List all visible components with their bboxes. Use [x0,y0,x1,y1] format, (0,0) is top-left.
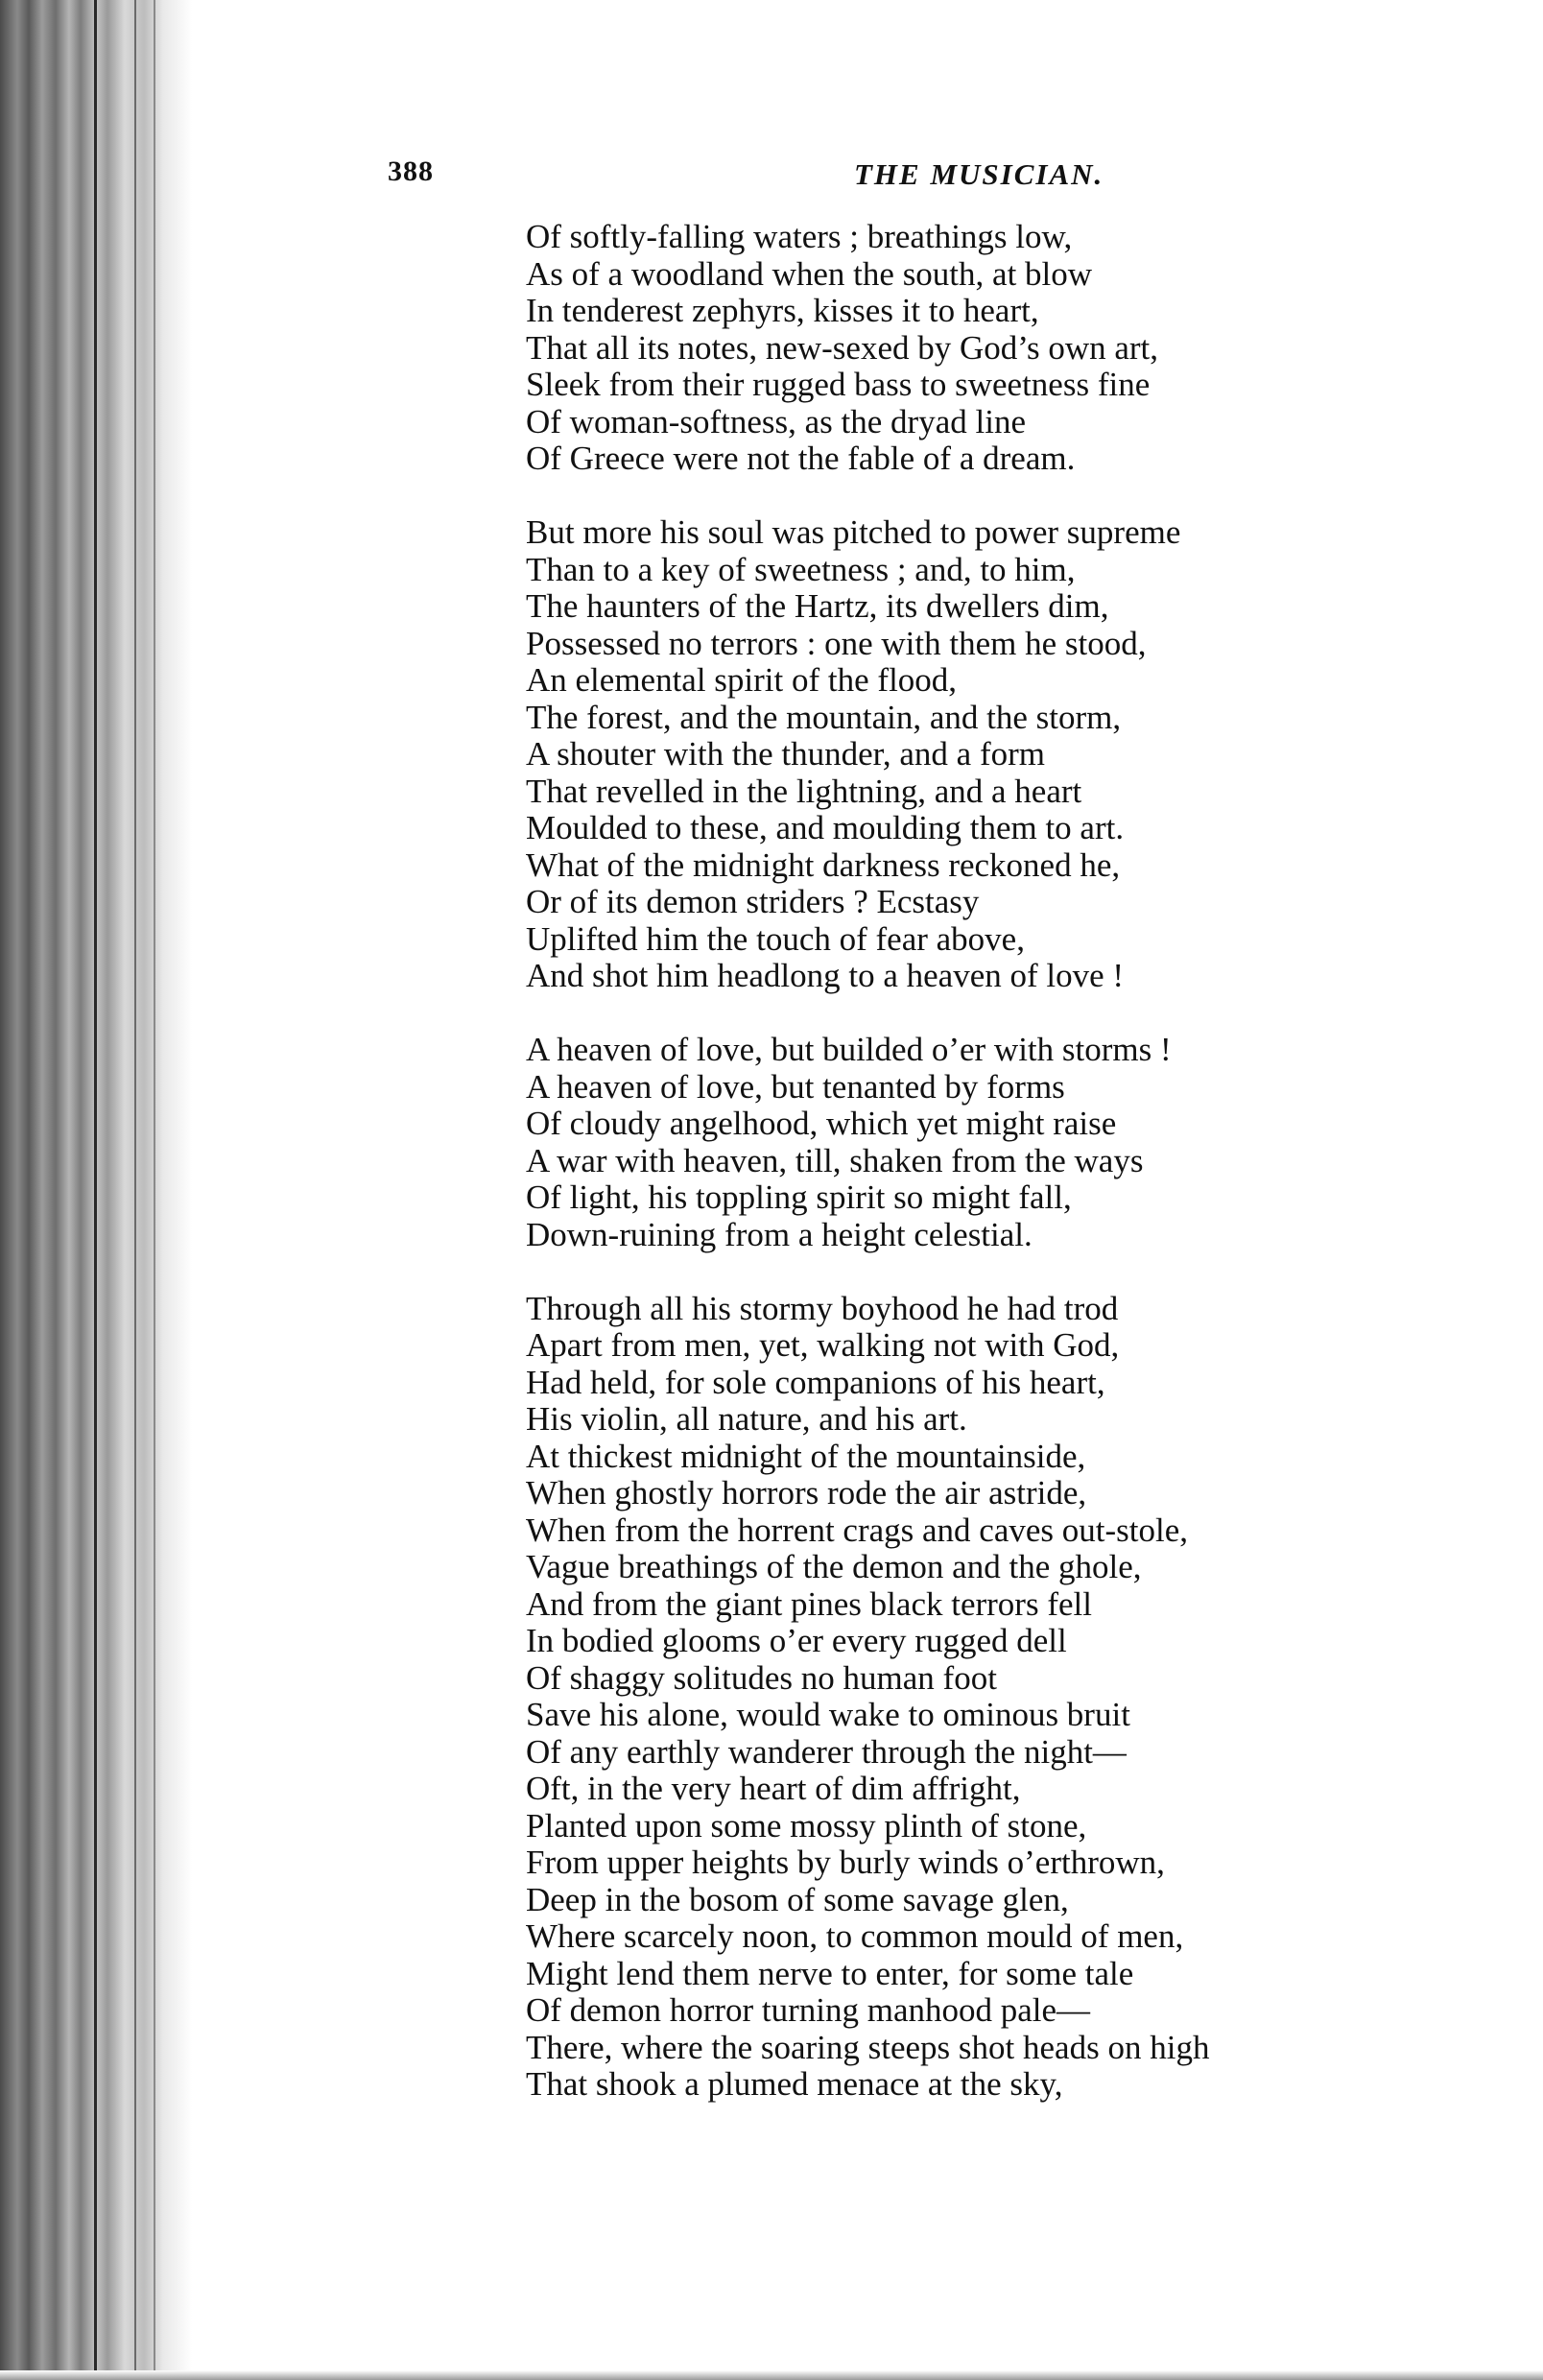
verse-line: A heaven of love, but builded o’er with storms ! [526,1031,1172,1068]
verse-line: That all its notes, new-sexed by God’s own art, [526,328,1159,367]
verse-line: A shouter with the thunder, and a form [526,735,1045,773]
verse-line: Of any earthly wanderer through the night— [526,1732,1127,1771]
verse-line: A heaven of love, but tenanted by forms [526,1067,1065,1106]
verse-line: Might lend them nerve to enter, for some tale [526,1954,1134,1992]
verse-line: An elemental spirit of the flood, [526,661,958,699]
page-header [388,155,1175,203]
verse-line: Of softly-falling waters ; breathings low, [526,218,1073,255]
poem-body [526,219,1351,2140]
book-binding-gutter [0,0,192,2380]
verse-line: And shot him headlong to a heaven of love ! [526,957,1125,994]
verse-line: Of Greece were not the fable of a dream. [526,440,1076,477]
verse-line: Of shaggy solitudes no human foot [526,1658,997,1697]
gutter-edge-line [94,0,97,2380]
verse-line: In tenderest zephyrs, kisses it to heart, [526,292,1039,329]
verse-line: When from the horrent crags and caves out-stole, [526,1511,1189,1549]
verse-line: His violin, all nature, and his art. [526,1400,967,1438]
verse-line: Where scarcely noon, to common mould of men, [526,1917,1184,1955]
verse-line: There, where the soaring steeps shot heads on high [526,2028,1210,2066]
verse-line: Uplifted him the touch of fear above, [526,919,1025,958]
verse-line: Possessed no terrors : one with them he stood, [526,624,1147,662]
verse-line: When ghostly horrors rode the air astride, [526,1474,1087,1511]
verse-line: Through all his stormy boyhood he had trod [526,1289,1119,1327]
verse-line: In bodied glooms o’er every rugged dell [526,1622,1067,1659]
verse-line: Deep in the bosom of some savage glen, [526,1880,1069,1918]
verse-line: The forest, and the mountain, and the storm, [526,698,1122,736]
stanza [526,1032,1351,1253]
verse-line: The haunters of the Hartz, its dwellers dim, [526,587,1109,625]
stanza [526,1291,1351,2104]
verse-line: Sleek from their rugged bass to sweetness fine [526,366,1151,403]
verse-line: Apart from men, yet, walking not with God, [526,1326,1120,1364]
verse-line: Or of its demon striders ? Ecstasy [526,883,980,920]
gutter-edge-line [134,0,136,2380]
page-bottom-edge [0,2370,1543,2380]
verse-line: Oft, in the very heart of dim affright, [526,1770,1021,1807]
verse-line: Of cloudy angelhood, which yet might raise [526,1105,1117,1142]
verse-line: What of the midnight darkness reckoned he, [526,845,1121,884]
verse-line: Of woman-softness, as the dryad line [526,402,1026,440]
page-number: 388 [388,155,434,187]
verse-line: That revelled in the lightning, and a heart [526,772,1082,810]
verse-line: As of a woodland when the south, at blow [526,254,1093,293]
running-title: THE MUSICIAN. [854,157,1104,191]
verse-line: Moulded to these, and moulding them to art. [526,809,1125,846]
verse-line: Down-ruining from a height celestial. [526,1215,1033,1253]
verse-line: Planted upon some mossy plinth of stone, [526,1806,1087,1844]
verse-line: Vague breathings of the demon and the ghole, [526,1548,1142,1585]
verse-line: Than to a key of sweetness ; and, to him, [526,550,1076,588]
verse-line: Of demon horror turning manhood pale— [526,1991,1091,2029]
verse-line: Of light, his toppling spirit so might fall, [526,1178,1072,1216]
verse-line: A war with heaven, till, shaken from the ways [526,1141,1144,1179]
verse-line: Save his alone, would wake to ominous bruit [526,1696,1130,1733]
gutter-edge-line [154,0,155,2380]
verse-line: But more his soul was pitched to power supreme [526,513,1181,551]
verse-line: From upper heights by burly winds o’erthrown, [526,1844,1165,1881]
verse-line: And from the giant pines black terrors fell [526,1584,1092,1623]
stanza [526,514,1351,995]
stanza [526,219,1351,478]
verse-line: That shook a plumed menace at the sky, [526,2065,1063,2103]
verse-line: At thickest midnight of the mountainside, [526,1437,1086,1475]
verse-line: Had held, for sole companions of his heart, [526,1363,1105,1401]
